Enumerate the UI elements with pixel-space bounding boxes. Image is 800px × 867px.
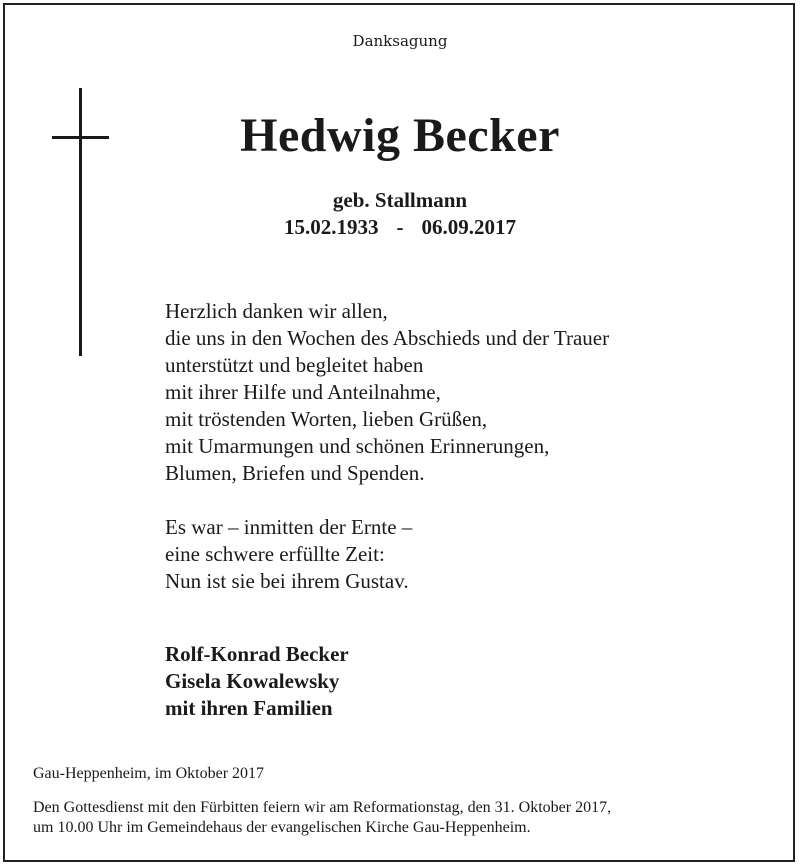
thanks-line: mit ihrer Hilfe und Anteilnahme, [165,380,441,404]
date-separator: - [396,215,404,239]
thanks-paragraph [165,298,609,487]
place-date: Gau-Heppenheim, im Oktober 2017 [33,765,265,782]
thanks-line: mit tröstenden Worten, lieben Grüßen, [165,407,488,431]
signer-name: Rolf-Konrad Becker [165,642,349,666]
death-date: 06.09.2017 [421,215,516,239]
life-dates [0,215,800,240]
service-line: Den Gottesdienst mit den Fürbitten feiern wir am Reformationstag, den 31. Oktober 2017, [33,799,612,816]
verse-line: eine schwere erfüllte Zeit: [165,542,385,566]
thanks-line: mit Umarmungen und schönen Erinnerungen, [165,434,550,458]
verse-paragraph [165,514,412,595]
verse-line: Nun ist sie bei ihrem Gustav. [165,569,409,593]
signer-name: Gisela Kowalewsky [165,669,340,693]
thanks-line: Blumen, Briefen und Spenden. [165,461,425,485]
deceased-name: Hedwig Becker [240,109,560,162]
thanks-line: Herzlich danken wir allen, [165,299,388,323]
notice-heading: Danksagung [352,32,448,50]
service-info [33,798,611,838]
thanks-line: die uns in den Wochen des Abschieds und der Trauer [165,326,610,350]
thanks-line: unterstützt und begleitet haben [165,353,424,377]
verse-line: Es war – inmitten der Ernte – [165,515,413,539]
birth-date: 15.02.1933 [284,215,379,239]
service-line: um 10.00 Uhr im Gemeindehaus der evangelischen Kirche Gau-Heppenheim. [33,819,531,836]
signer-families: mit ihren Familien [165,696,333,720]
signers [165,641,349,722]
birth-name: geb. Stallmann [332,188,468,212]
